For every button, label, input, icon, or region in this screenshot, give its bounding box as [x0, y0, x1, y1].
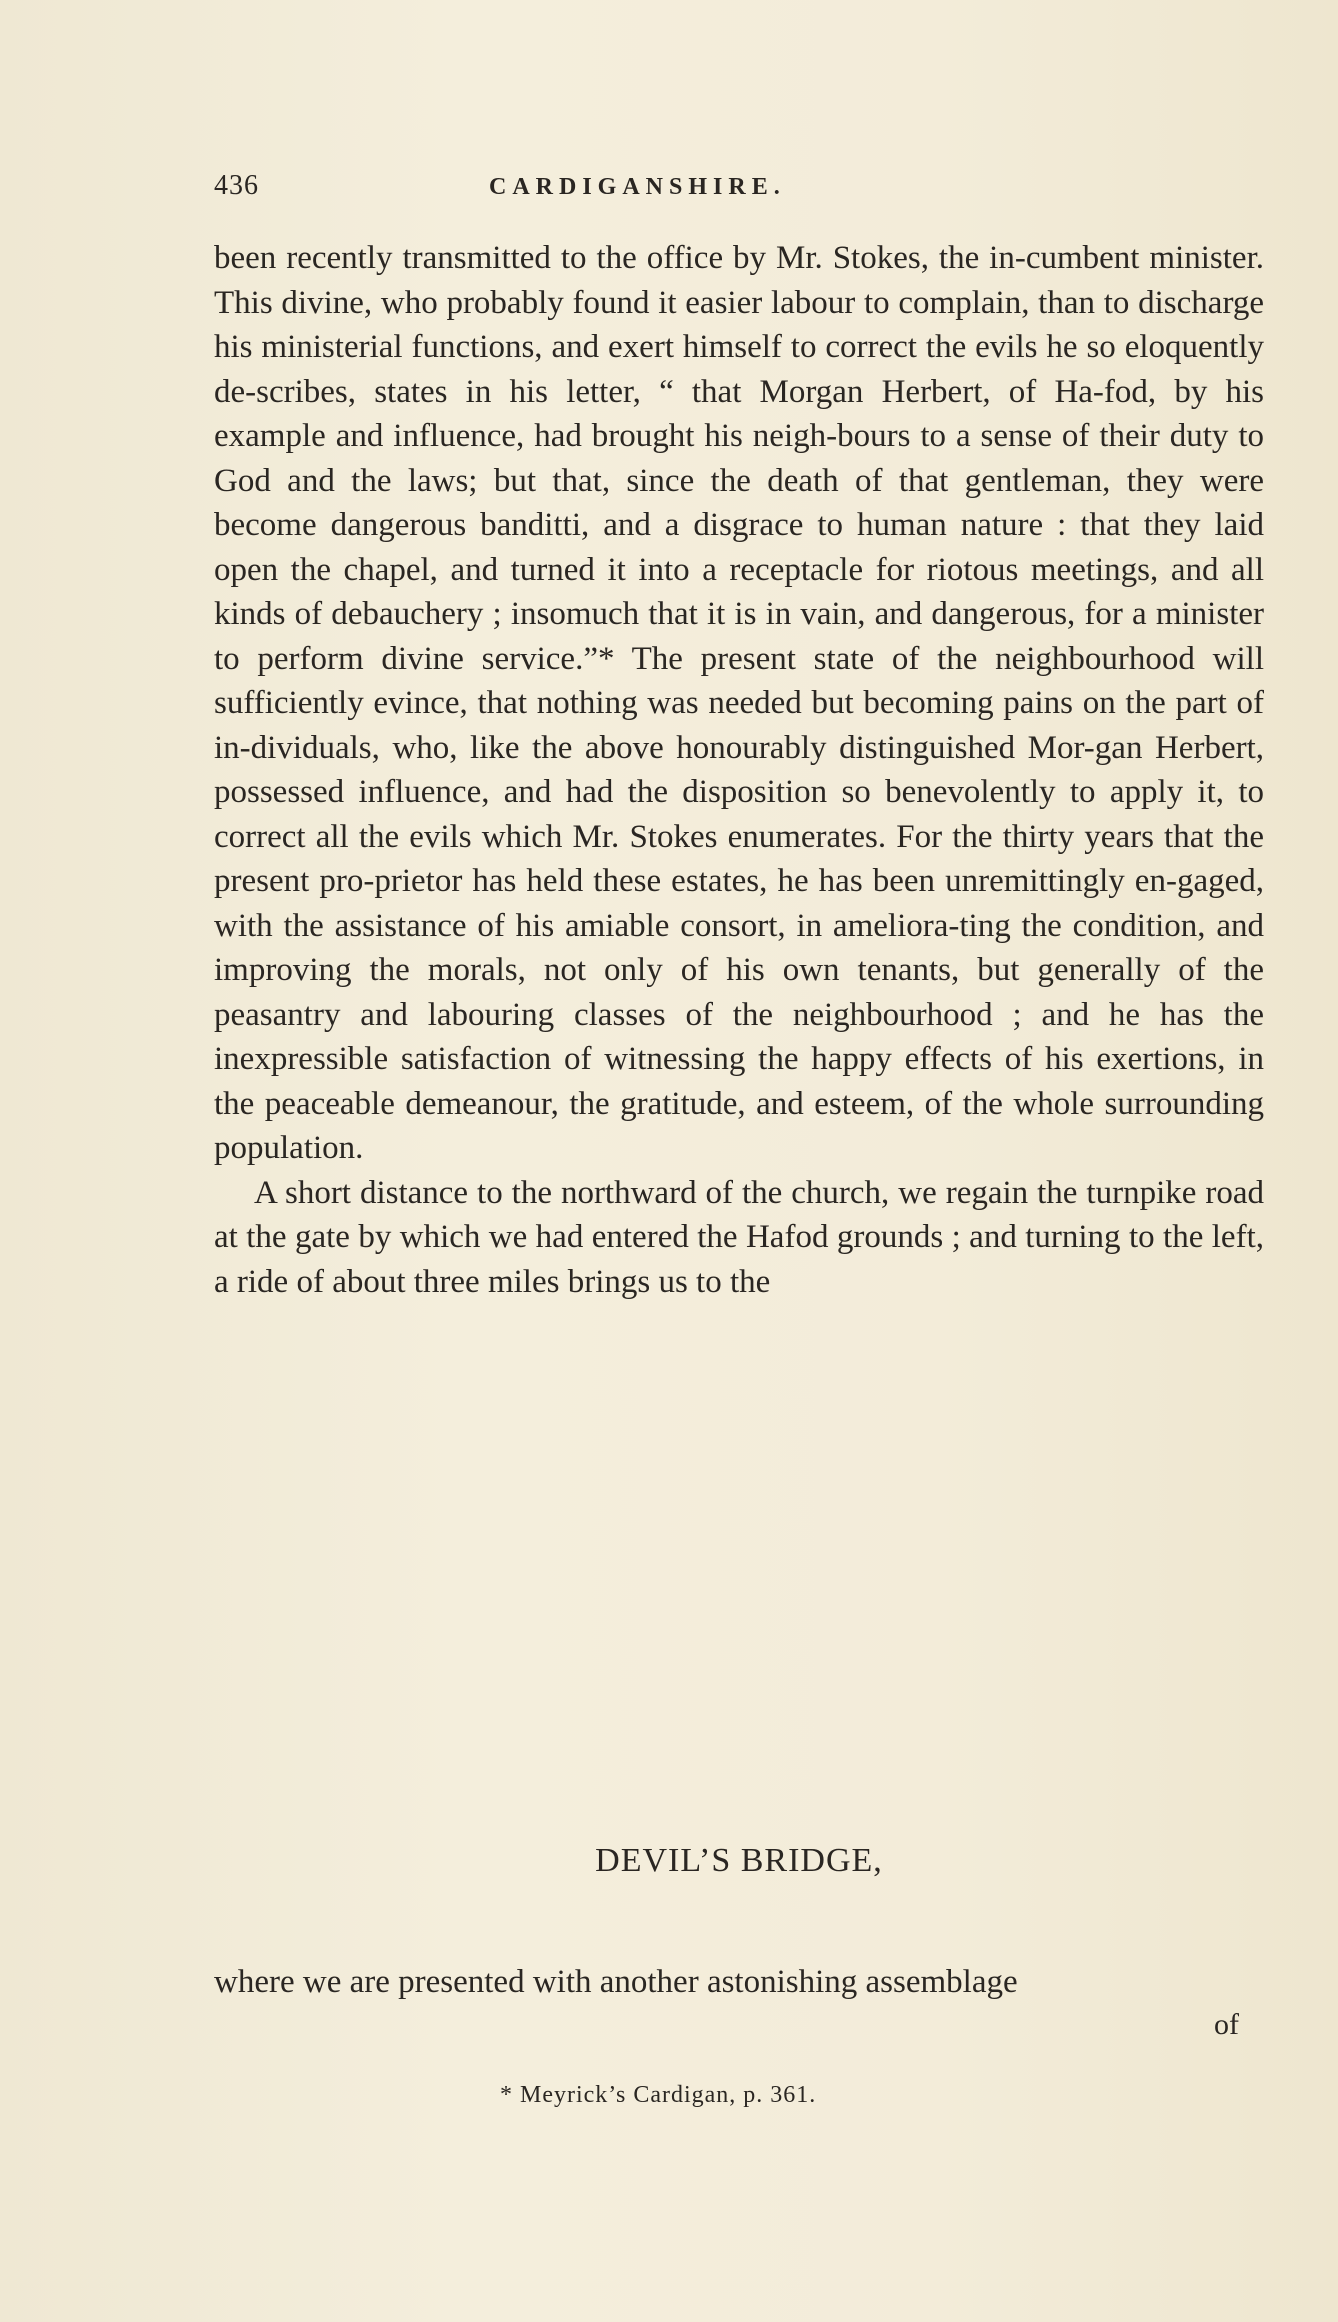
paragraph-3: where we are presented with another astonishing assemblage [214, 1964, 1018, 2000]
section-heading: DEVIL’S BRIDGE, [595, 1842, 883, 1879]
body-text [214, 236, 1264, 1304]
page-number: 436 [214, 170, 259, 201]
paragraph-2: A short distance to the northward of the church, we regain the turnpike road at the gate by which we had entered the Hafod grounds ; and turning to the left, a ride of about three miles brings us to the [214, 1174, 1264, 1300]
catchword: of [1214, 2008, 1239, 2041]
running-head: CARDIGANSHIRE. [489, 174, 786, 200]
footnote: * Meyrick’s Cardigan, p. 361. [500, 2082, 817, 2108]
page-header [214, 170, 1274, 210]
paragraph-1: been recently transmitted to the office by Mr. Stokes, the in-cumbent minister. This divine, who probably found it easier labour to complain, than to discharge his ministerial functions, and exert himself to correct the evils he so eloquently de-scribes, states in his letter, “ that Morgan Herbert, of Ha-fod, by his example and influence, had brought his neigh-bours to a sense of their duty to God and the laws; but that, since the death of that gentleman, they were become dangerous banditti, and a disgrace to human nature : that they laid open the chapel, and turned it into a receptacle for riotous meetings, and all kinds of debauchery ; insomuch that it is in vain, and dangerous, for a minister to perform divine service.”* The present state of the neighbourhood will sufficiently evince, that nothing was needed but becoming pains on the part of in-dividuals, who, like the above honourably distinguished Mor-gan Herbert, possessed influence, and had the disposition so benevolently to apply it, to correct all the evils which Mr. Stokes enumerates. For the thirty years that the present pro-prietor has held these estates, he has been unremittingly en-gaged, with the assistance of his amiable consort, in ameliora-ting the condition, and improving the morals, not only of his own tenants, but generally of the peasantry and labouring classes of the neighbourhood ; and he has the inexpressible satisfaction of witnessing the happy effects of his exertions, in the peaceable demeanour, the gratitude, and esteem, of the whole surrounding population. [214, 240, 1264, 1166]
